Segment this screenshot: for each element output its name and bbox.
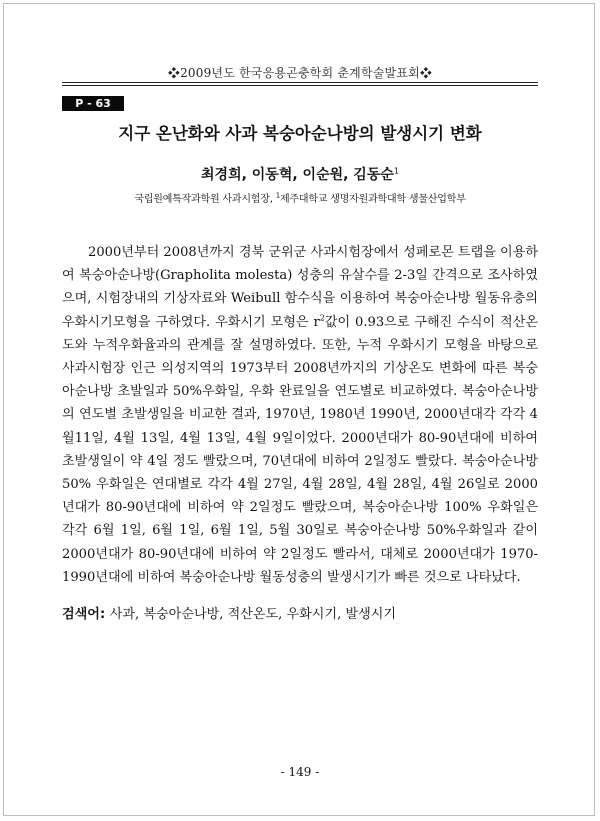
- affiliation-secondary: 제주대학교 생명자원과학대학 생물산업학부: [279, 194, 466, 205]
- keywords-label: 검색어:: [62, 607, 110, 622]
- abstract-paragraph: [62, 241, 538, 589]
- page-number: - 149 -: [280, 765, 320, 779]
- affiliation: [40, 190, 560, 205]
- conference-header: ❖2009년도 한국응용곤충학회 춘계학술발표회❖: [167, 66, 433, 80]
- author-names: 최경희, 이동혁, 이순원, 김동순: [201, 167, 394, 183]
- poster-badge: P - 63: [62, 96, 124, 111]
- author-affil-mark: 1: [393, 166, 399, 176]
- affiliation-primary: 국립원예특작과학원 사과시험장,: [134, 194, 276, 205]
- affiliation-mark: 1: [275, 191, 280, 200]
- keywords: [62, 603, 538, 626]
- author-list: [60, 164, 540, 184]
- abstract: [62, 241, 538, 589]
- keywords-terms: 사과, 복숭아순나방, 적산온도, 우화시기, 발생시기: [109, 607, 397, 622]
- paper-title: 지구 온난화와 사과 복숭아순나방의 발생시기 변화: [118, 124, 482, 143]
- abstract-text-2: 값이 0.93으로 구해진 수식이 적산온도와 누적우화율과의 관계를 잘 설명하였다. 또한, 누적 우화시기 모형을 바탕으로 사과시험장 인근 의성지역의 1973부터 2008년까지의 기상온도 변화에 따른 복숭아순나방 초발일과 50%우화일, 우화 완료일을 연도별로 비교하였다. 복숭아순나방의 연도별 초발생일을 비교한 결과, 1970년, 1980년 1990년, 2000년대각 각각 4월11일, 4월 13일, 4월 13일, 4월 9일이었다. 2000년대가 80-90년대에 비하여 초발생일이 약 4일 정도 빨랐으며, 70년대에 비하여 2일정도 빨랐다. 복숭아순나방 50% 우화일은 연대별로 각각 4월 27일, 4월 28일, 4월 28일, 4월 26일로 2000년대가 80-90년대에 비하여 약 2일정도 빨랐으며, 복숭아순나방 100% 우화일은 각각 6월 1일, 6월 1일, 6월 1일, 5월 30일로 복숭아순나방 50%우화일과 같이 2000년대가 80-90년대에 비하여 약 2일정도 빨라서, 대체로 2000년대가 1970-1990년대에 비하여 복숭아순나방 월동성충의 발생시기가 빠른 것으로 나타났다.: [62, 314, 539, 585]
- header-rule: [62, 82, 538, 86]
- abstract-superscript: 2: [319, 313, 325, 323]
- abstract-text-1: 2000년부터 2008년까지 경북 군위군 사과시험장에서 성페로몬 트랩을 이용하여 복숭아순나방(Grapholita molesta) 성충의 유살수를 2-3일 간격으로 조사하였으며, 시험장내의 기상자료와 Weibull 함수식을 이용하여 복숭아순나방 월동유충의 우화시기모형을 구하였다. 우화시기 모형은 r: [62, 245, 538, 330]
